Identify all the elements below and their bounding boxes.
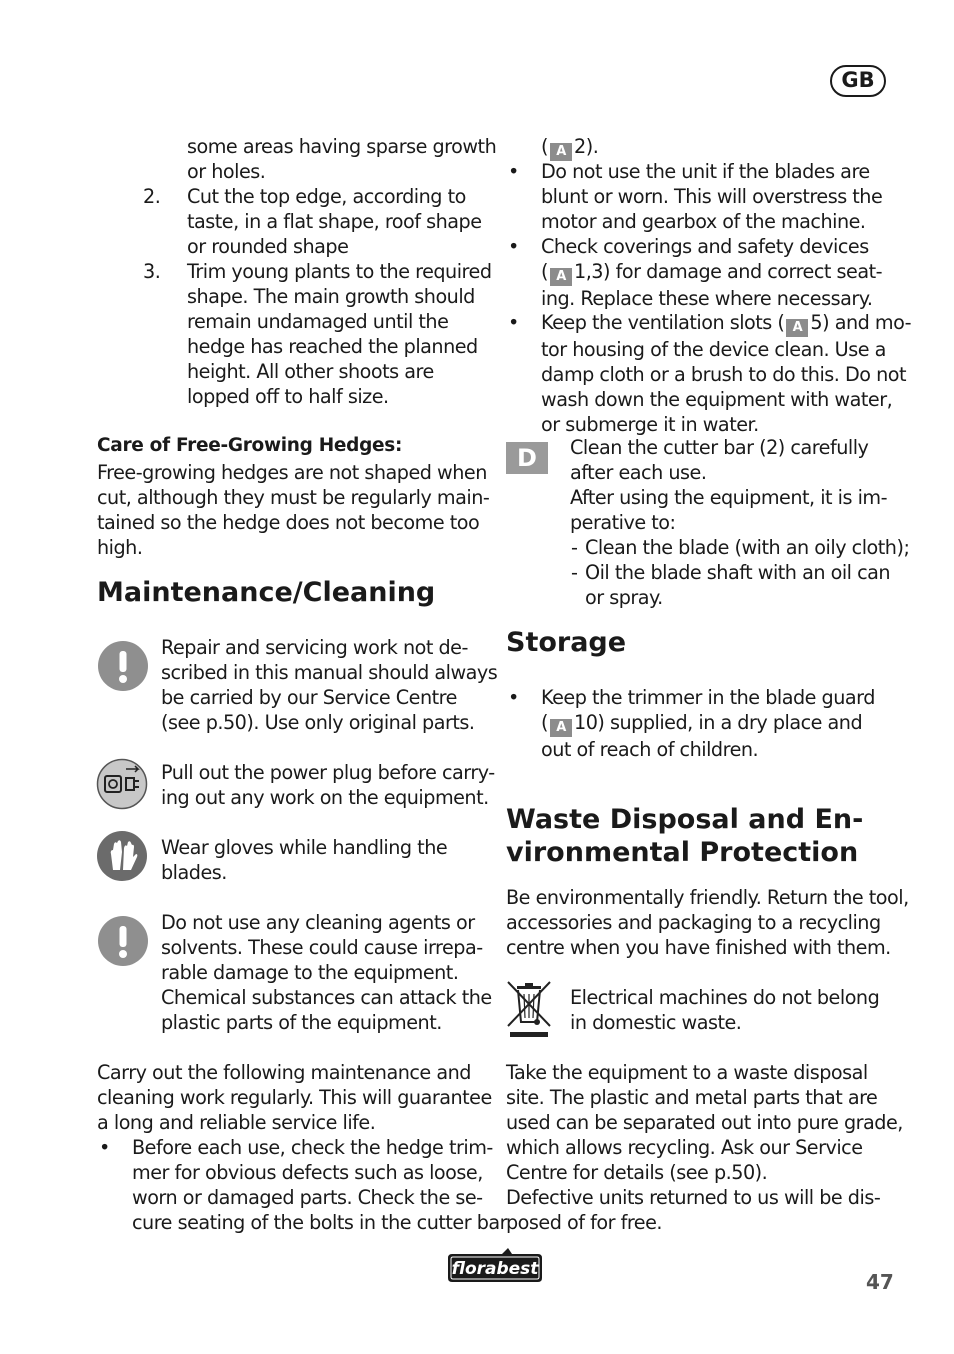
florabest-logo	[442, 1244, 548, 1286]
maintenance-heading: Maintenance/Cleaning	[97, 577, 436, 608]
figure-a-badge: A	[550, 719, 572, 737]
step-number: 3.	[143, 260, 161, 283]
disposal-paragraph: Take the equipment to a waste disposal site. The plastic and metal parts that are used can be separated out into pure grade, which allows recycling. Ask our Service Centre for details (see p.50). Defective units returned to us will be dis- posed of for free.	[506, 1061, 903, 1234]
storage-heading: Storage	[506, 627, 627, 658]
figure-d-badge: D	[506, 442, 548, 474]
bullet-dot: •	[508, 160, 519, 183]
note-text: Wear gloves while handling the blades.	[161, 836, 448, 884]
maintenance-intro: Carry out the following maintenance and cleaning work regularly. This will guarantee a long and reliable service life.	[97, 1061, 492, 1134]
note-text: Pull out the power plug before carry- ing out any work on the equipment.	[161, 761, 495, 809]
bullet-dot: •	[508, 235, 519, 258]
weee-text: Electrical machines do not belong in domestic waste.	[570, 986, 880, 1034]
note-text: Do not use any cleaning agents or solvents. These could cause irrepa- rable damage to the equipment. Chemical substances can attack the plastic parts of the equipment.	[161, 911, 492, 1034]
step-1-continuation: some areas having sparse growth or holes.	[187, 135, 497, 183]
bullet-continuation: ( A 2).	[541, 135, 599, 159]
bullet-text: Keep the ventilation slots ( A 5) and mo- tor housing of the device clean. Use a damp cloth or a brush to do this. Do not wash down the equipment with water, or submerge it in water.	[541, 311, 912, 436]
note-text: Repair and servicing work not de- scribed in this manual should always be carried by our Service Centre (see p.50). Use only original parts.	[161, 636, 498, 734]
environment-paragraph: Be environmentally friendly. Return the tool, accessories and packaging to a recycling centre when you have finished with them.	[506, 886, 909, 959]
figure-a-badge: A	[550, 268, 572, 286]
step-number: 2.	[143, 185, 161, 208]
figure-a-badge: A	[550, 143, 572, 161]
svg-text:florabest: florabest	[451, 1259, 539, 1279]
storage-text: Keep the trimmer in the blade guard ( A 10) supplied, in a dry place and out of reach of children.	[541, 686, 875, 761]
waste-heading: Waste Disposal and En- vironmental Protection	[506, 804, 864, 868]
dash-item: Oil the blade shaft with an oil can or spray.	[585, 561, 891, 609]
cleaning-text: Clean the cutter bar (2) carefully after each use. After using the equipment, it is im- perative to:	[570, 436, 888, 534]
page-number: 47	[866, 1270, 894, 1294]
bullet-dot: •	[508, 686, 519, 709]
bullet-text: Do not use the unit if the blades are blunt or worn. This will overstress the motor and gearbox of the machine.	[541, 160, 883, 233]
free-growing-paragraph: Free-growing hedges are not shaped when cut, although they must be regularly main- tained so the hedge does not become too high.	[97, 461, 490, 559]
dash-item: Clean the blade (with an oily cloth);	[585, 536, 910, 559]
step-text: Trim young plants to the required shape. The main growth should remain undamaged until the hedge has reached the planned height. All other shoots are lopped off to half size.	[187, 260, 492, 408]
gloves-icon	[96, 830, 148, 882]
bullet-dot: •	[508, 311, 519, 334]
dash-marker: -	[571, 536, 578, 559]
step-text: Cut the top edge, according to taste, in a flat shape, roof shape or rounded shape	[187, 185, 482, 258]
bullet-text: Before each use, check the hedge trim- mer for obvious defects such as loose, worn or damaged parts. Check the se- cure seating of the bolts in the cutter bar	[132, 1136, 508, 1234]
bullet-dot: •	[99, 1136, 110, 1159]
bullet-text: Check coverings and safety devices ( A 1,3) for damage and correct seat- ing. Replace these where necessary.	[541, 235, 883, 310]
warning-icon	[97, 640, 149, 692]
crossed-bin-icon	[504, 978, 554, 1040]
unplug-icon	[96, 758, 148, 810]
warning-icon	[97, 915, 149, 967]
free-growing-heading: Care of Free-Growing Hedges:	[97, 435, 403, 456]
figure-a-badge: A	[786, 319, 808, 337]
dash-marker: -	[571, 561, 578, 584]
language-badge: GB	[830, 65, 886, 97]
